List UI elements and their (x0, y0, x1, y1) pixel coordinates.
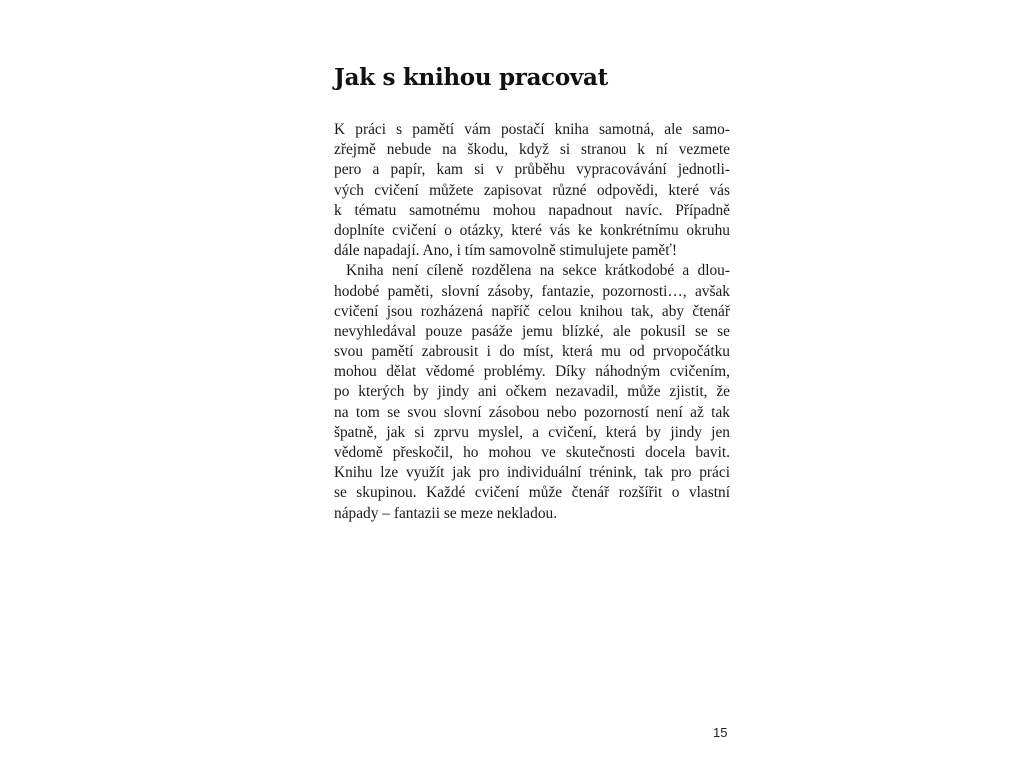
text-line: dále napadají. Ano, i tím samovolně stimulujete paměť! (334, 242, 677, 260)
section-title: Jak s knihou pracovat (334, 64, 608, 91)
text-line: po kterých by jindy ani očkem nezavadil, může zjistit, že (334, 383, 730, 401)
text-line: K práci s pamětí vám postačí kniha samotná, ale samo- (334, 121, 730, 138)
paragraph-1 (334, 120, 730, 261)
text-line: k tématu samotnému mohou napadnout navíc. Případně (334, 201, 730, 219)
text-line: zřejmě nebude na škodu, když si stranou k ní vezmete (334, 141, 730, 159)
text-line: nevyhledával pouze pasáže jemu blízké, ale pokusil se se (334, 322, 730, 340)
text-line: pero a papír, kam si v průběhu vypracovávání jednotli- (334, 161, 730, 179)
text-line: vědomě přeskočil, ho mohou ve skutečnosti docela bavit. (334, 444, 730, 461)
text-line: hodobé paměti, slovní zásoby, fantazie, pozornosti…, avšak (334, 282, 730, 300)
page-number: 15 (713, 725, 728, 740)
text-line: doplníte cvičení o otázky, které vás ke konkrétnímu okruhu (334, 221, 730, 239)
body-text (334, 120, 730, 524)
text-line: cvičení jsou rozházená napříč celou knihou tak, aby čtenář (334, 302, 730, 320)
text-line: mohou dělat vědomé problémy. Díky náhodným cvičením, (334, 363, 730, 381)
text-line: se skupinou. Každé cvičení může čtenář rozšířit o vlastní (334, 484, 730, 502)
text-line: svou pamětí zabrousit i do míst, která mu od prvopočátku (334, 343, 730, 361)
text-line: nápady – fantazii se meze nekladou. (334, 504, 558, 522)
text-line: špatně, jak si zprvu myslel, a cvičení, která by jindy jen (334, 423, 730, 441)
text-line: Kniha není cíleně rozdělena na sekce krátkodobé a dlou- (346, 262, 730, 280)
text-line: Knihu lze využít jak pro individuální trénink, tak pro práci (334, 464, 730, 482)
paragraph-2 (334, 261, 730, 523)
text-line: vých cvičení můžete zapisovat různé odpovědi, které vás (334, 181, 730, 199)
text-line: na tom se svou slovní zásobou nebo pozorností není až tak (334, 403, 730, 421)
